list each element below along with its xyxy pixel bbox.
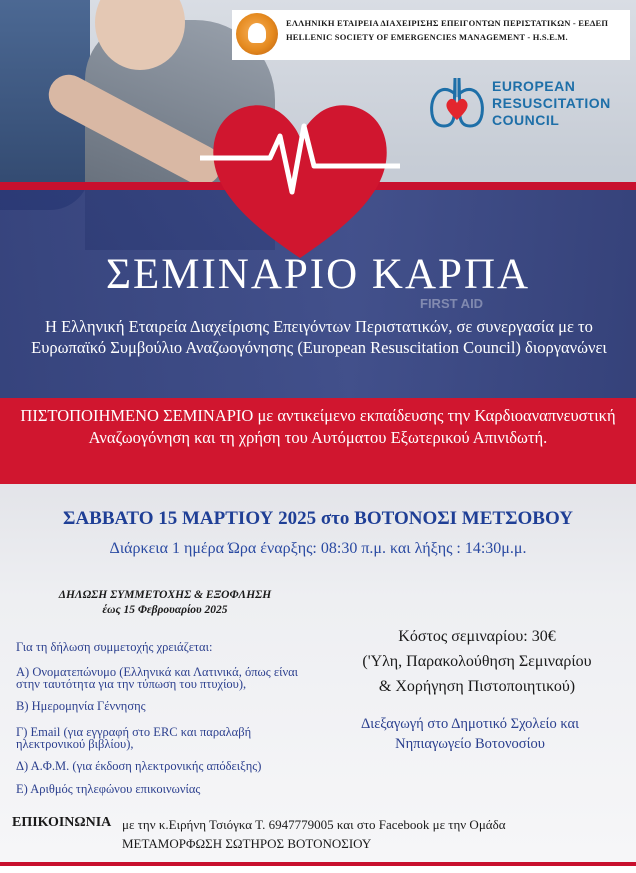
erc-line2: RESUSCITATION	[492, 95, 611, 111]
org-name-greek: ΕΛΛΗΝΙΚΗ ΕΤΑΙΡΕΙΑ ΔΙΑΧΕΙΡΙΣΗΣ ΕΠΕΙΓΟΝΤΩΝ ΠΕΡΙΣΤΑΤΙΚΩΝ - ΕΕΔΕΠ	[286, 18, 609, 28]
red-stripe-bottom	[0, 862, 636, 866]
requirements-intro: Για τη δήλωση συμμετοχής χρειάζεται:	[16, 640, 213, 654]
contact-line2: ΜΕΤΑΜΟΡΦΩΣΗ ΣΩΤΗΡΟΣ ΒΟΤΟΝΟΣΙΟΥ	[122, 836, 372, 851]
contact-details	[122, 815, 622, 853]
heart-pulse-icon	[200, 88, 400, 263]
first-aid-label: FIRST AID	[420, 296, 484, 311]
erc-logo	[426, 72, 626, 134]
requirement-item: Α) Ονοματεπώνυμο (Ελληνικά και Λατινικά, όπως είναι στην ταυτότητα για την τύπωση του πτυχίου),	[16, 665, 299, 691]
requirement-item: Β) Ημερομηνία Γέννησης	[16, 699, 146, 713]
registration-deadline: έως 15 Φεβρουαρίου 2025	[102, 604, 228, 616]
seminar-title: ΣΕΜΙΝΑΡΙΟ ΚΑΡΠΑ	[105, 251, 531, 298]
lungs-heart-icon	[428, 72, 486, 132]
contact-label: ΕΠΙΚΟΙΝΩΝΙΑ	[12, 815, 112, 830]
cost-amount: Κόστος σεμιναρίου: 30€	[398, 628, 556, 645]
cost-includes-2: & Χορήγηση Πιστοποιητικού)	[378, 678, 576, 695]
cost-info	[332, 624, 622, 699]
contact-line1: με την κ.Ειρήνη Τσιόγκα Τ. 6947779005 και στο Facebook με την Ομάδα	[122, 817, 506, 832]
registration-heading	[0, 588, 330, 618]
venue-info	[312, 714, 628, 754]
hsem-logo-icon	[236, 13, 278, 55]
certified-seminar-text: ΠΙΣΤΟΠΟΙΗΜΕΝΟ ΣΕΜΙΝΑΡΙΟ με αντικείμενο εκπαίδευσης την Καρδιοαναπνευστική Αναζωογόνηση και τη χρήση του Αυτόματου Εξωτερικού Απινιδωτή.	[20, 406, 616, 447]
erc-name	[492, 78, 632, 129]
intro-text: Η Ελληνική Εταιρεία Διαχείρισης Επειγόντων Περιστατικών, σε συνεργασία με το Ευρωπαϊκό Συμβούλιο Αναζωογόνησης (European Resuscitation Council) διοργανώνει	[31, 317, 607, 357]
org-header	[232, 10, 630, 60]
requirement-item: Γ) Email (για εγγραφή στο ERC και παραλαβή ηλεκτρονικού βιβλίου),	[16, 725, 252, 751]
erc-line1: EUROPEAN	[492, 78, 576, 94]
venue-line2: Νηπιαγωγείο Βοτονοσίου	[395, 736, 545, 752]
seminar-date: ΣΑΒΒΑΤΟ 15 ΜΑΡΤΙΟΥ 2025 στο ΒΟΤΟΝΟΣΙ ΜΕΤΣΟΒΟΥ	[63, 508, 573, 529]
venue-line1: Διεξαγωγή στο Δημοτικό Σχολείο και	[360, 716, 580, 732]
cost-includes-1: ('Υλη, Παρακολούθηση Σεμιναρίου	[362, 653, 592, 670]
registration-title: ΔΗΛΩΣΗ ΣΥΜΜΕΤΟΧΗΣ & ΕΞΟΦΛΗΣΗ	[58, 589, 272, 601]
requirement-item: Δ) Α.Φ.Μ. (για έκδοση ηλεκτρονικής απόδειξης)	[16, 759, 262, 773]
seminar-time: Διάρκεια 1 ημέρα Ώρα έναρξης: 08:30 π.μ. και λήξης : 14:30μ.μ.	[109, 540, 527, 557]
org-name-english: HELLENIC SOCIETY OF EMERGENCIES MANAGEMENT - H.S.E.M.	[286, 32, 568, 42]
erc-line3: COUNCIL	[492, 112, 560, 128]
requirement-item: Ε) Αριθμός τηλεφώνου επικοινωνίας	[16, 782, 201, 796]
